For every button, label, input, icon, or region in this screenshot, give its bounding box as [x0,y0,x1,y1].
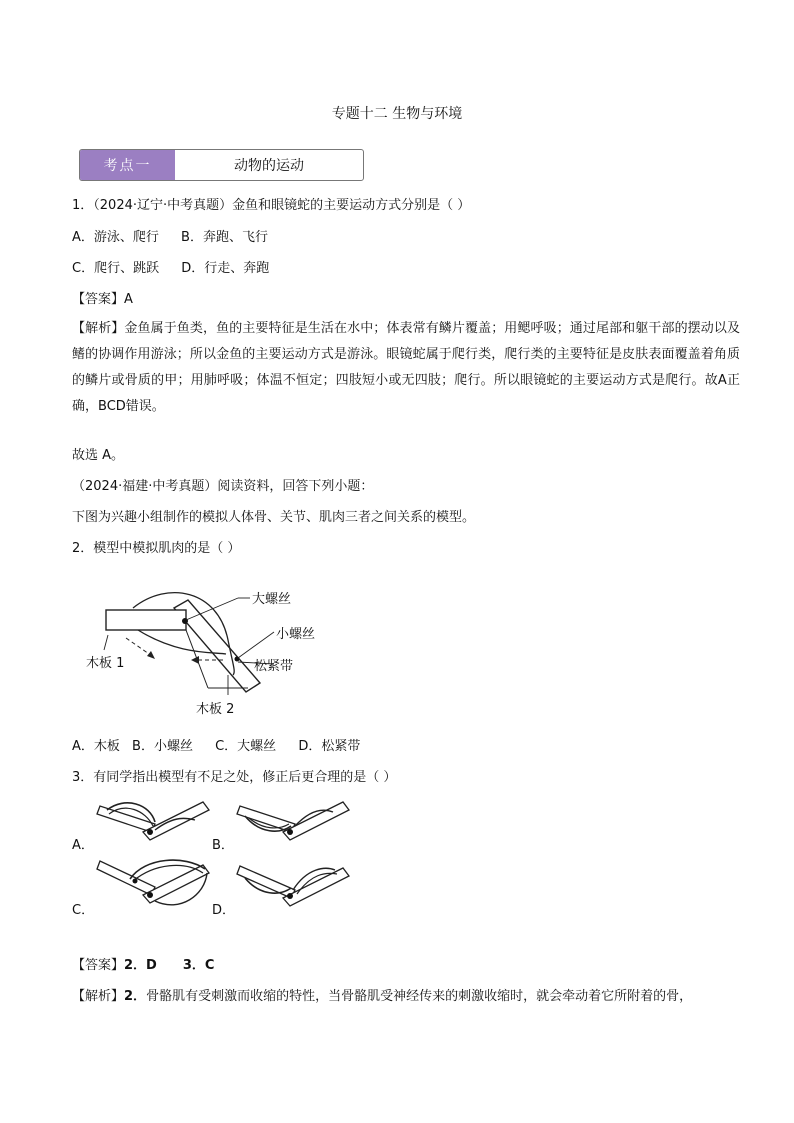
q1-option-c: C．爬行、跳跃 [72,261,160,276]
analysis2-text: 骨骼肌有受刺激而收缩的特性，当骨骼肌受神经传来的刺激收缩时，就会牵动着它所附着的骨， [146,989,693,1004]
q1-conclusion: 故选 A。 [72,448,125,463]
analysis2-tag: 【解析】 [72,989,125,1004]
board-1-shape [106,610,186,630]
q1-analysis: 【解析】金鱼属于鱼类，鱼的主要特征是生活在水中；体表常有鳞片覆盖；用鳃呼吸；通过尾部和躯干部的摆动以及鳍的协调作用游泳；所以金鱼的主要运动方式是游泳。眼镜蛇属于爬行类，爬行类的主要特征是皮肤表面覆盖着角质的鳞片或骨质的甲；用肺呼吸；体温不恒定；四肢短小或无四肢；爬行。所以眼镜蛇的主要运动方式是爬行。故A正确，BCD错误。 [72,321,740,414]
answer2-q2: 2．D [124,958,157,973]
topic-header [79,149,364,181]
label-small-screw: 小螺丝 [276,627,316,642]
q3-label-b: B． [212,838,234,853]
answer2-q3: 3．C [182,958,215,973]
q3-figure-b [235,800,355,850]
label-board-1: 木板 1 [86,656,125,671]
q2-option-b: B．小螺丝 [132,739,193,754]
label-big-screw: 大螺丝 [252,592,292,607]
q3-label-c: C． [72,903,95,918]
topic-name: 动物的运动 [234,158,304,174]
q3-label-d: D． [212,903,236,918]
page-title: 专题十二 生物与环境 [331,106,463,122]
q2-options [72,737,378,757]
q3-label-a: A． [72,838,94,853]
answer2-line [72,956,214,976]
q1-option-b: B．奔跑、飞行 [181,230,268,245]
q1-stem: 1．（2024·辽宁·中考真题）金鱼和眼镜蛇的主要运动方式分别是（ ） [72,198,471,213]
q3-figure-a [95,800,215,850]
answer2-tag: 【答案】 [72,958,125,973]
material-intro: （2024·福建·中考真题）阅读资料，回答下列小题： [72,479,374,494]
q3-figure-d [235,860,355,915]
q1-option-d: D．行走、奔跑 [181,261,270,276]
q3-figure-c [95,855,225,915]
label-band: 松紧带 [254,659,294,674]
q2-stem: 2．模型中模拟肌肉的是（ ） [72,541,241,556]
q2-option-d: D．松紧带 [298,739,361,754]
big-screw-shape [182,618,188,624]
analysis2-start: 2． [124,989,147,1004]
q1-option-a: A．游泳、爬行 [72,230,159,245]
q2-option-c: C．大螺丝 [215,739,277,754]
q2-option-a: A．木板 [72,739,120,754]
q3-stem: 3．有同学指出模型有不足之处，修正后更合理的是（ ） [72,770,397,785]
q1-answer: 【答案】A [72,292,133,307]
q1-options-row1 [72,228,286,248]
topic-tag: 考点一 [80,150,175,180]
label-board-2: 木板 2 [196,702,235,717]
q1-options-row2 [72,259,287,279]
material-desc: 下图为兴趣小组制作的模拟人体骨、关节、肌肉三者之间关系的模型。 [72,510,476,525]
analysis2-line [72,987,692,1007]
